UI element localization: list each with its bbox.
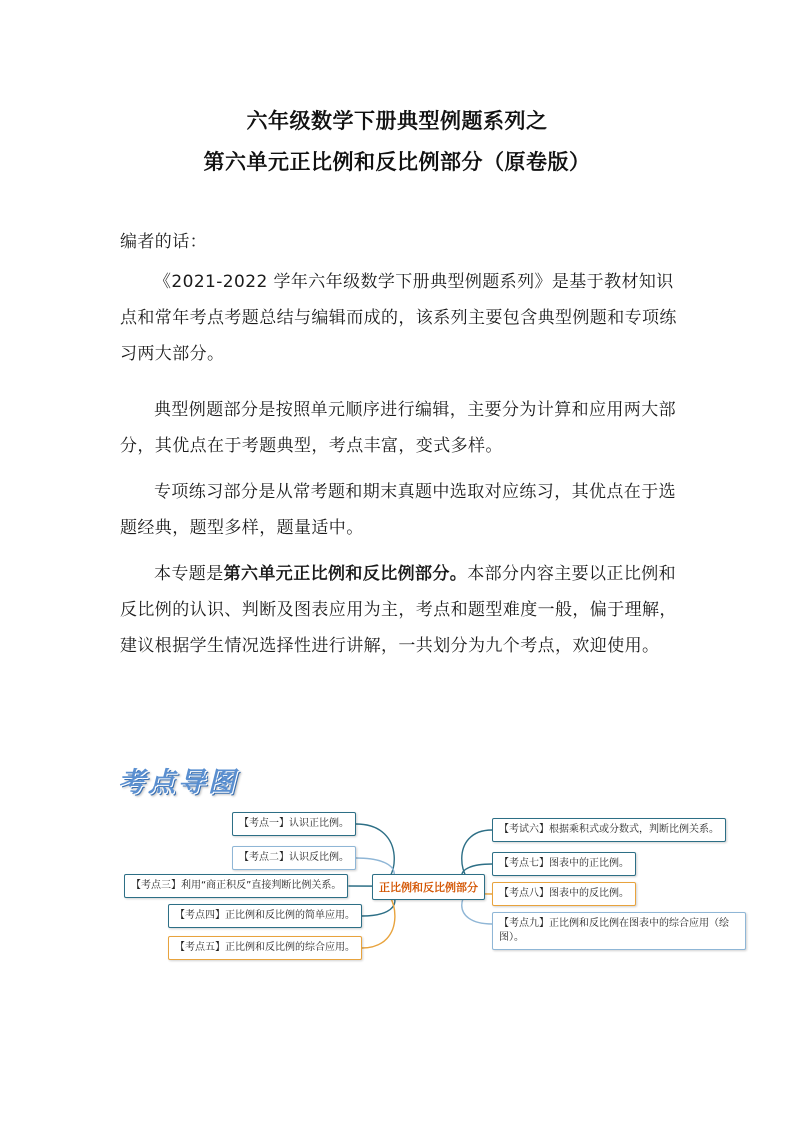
mindmap-node-left-1: 【考点一】认识正比例。 bbox=[232, 812, 356, 836]
mindmap-node-right-9: 【考点九】正比例和反比例在图表中的综合应用（绘图）。 bbox=[492, 912, 746, 950]
topic-unit-bold: 第六单元正比例和反比例部分。 bbox=[223, 564, 468, 584]
mindmap-center-node: 正比例和反比例部分 bbox=[372, 874, 485, 900]
mindmap-connector-right-8 bbox=[462, 887, 492, 894]
mindmap-node-left-3: 【考点三】利用“商正积反”直接判断比例关系。 bbox=[124, 874, 348, 898]
mindmap-connector-left-1 bbox=[356, 824, 394, 887]
mindmap-connector-left-2 bbox=[356, 858, 394, 887]
intro-paragraph: 《2021-2022 学年六年级数学下册典型例题系列》是基于教材知识点和常年考点考题总结与编辑而成的，该系列主要包含典型例题和专项练习两大部分。 bbox=[120, 272, 677, 364]
mindmap-node-right-7: 【考点七】图表中的正比例。 bbox=[492, 852, 636, 876]
practice-section-paragraph: 专项练习部分是从常考题和期末真题中选取对应练习，其优点在于选题经典，题型多样，题量适中。 bbox=[120, 482, 676, 538]
example-section-paragraph: 典型例题部分是按照单元顺序进行编辑，主要分为计算和应用两大部分，其优点在于考题典型，考点丰富，变式多样。 bbox=[120, 400, 676, 456]
document-title-line-2: 第六单元正比例和反比例部分（原卷版） bbox=[203, 150, 591, 174]
mindmap-heading: 考点导图 bbox=[118, 767, 238, 798]
mindmap-node-right-6: 【考试六】根据乘积式或分数式，判断比例关系。 bbox=[492, 818, 726, 842]
mindmap-connector-right-7 bbox=[462, 864, 492, 887]
topic-description: 本部分内容主要以正比例和反比例的认识、判断及图表应用为主，考点和题型难度一般，偏于理解，建议根据学生情况选择性进行讲解，一共划分为九个考点，欢迎使用。 bbox=[120, 564, 677, 656]
mindmap-node-left-5: 【考点五】正比例和反比例的综合应用。 bbox=[168, 936, 362, 960]
mindmap-connector-right-9 bbox=[462, 887, 492, 924]
document-title-line-1: 六年级数学下册典型例题系列之 bbox=[246, 109, 548, 133]
editor-note-label: 编者的话： bbox=[120, 232, 207, 252]
mindmap-connector-right-6 bbox=[462, 830, 492, 887]
topic-paragraph bbox=[120, 556, 680, 664]
mindmap-node-left-2: 【考点二】认识反比例。 bbox=[232, 846, 356, 870]
mindmap-connector-left-3 bbox=[348, 886, 393, 887]
mindmap-node-right-8: 【考点八】图表中的反比例。 bbox=[492, 882, 636, 906]
mindmap-connector-left-4 bbox=[362, 887, 395, 916]
topic-prefix: 本专题是 bbox=[154, 564, 224, 584]
mindmap-node-left-4: 【考点四】正比例和反比例的简单应用。 bbox=[168, 904, 362, 928]
mindmap-connector-left-5 bbox=[362, 887, 395, 948]
